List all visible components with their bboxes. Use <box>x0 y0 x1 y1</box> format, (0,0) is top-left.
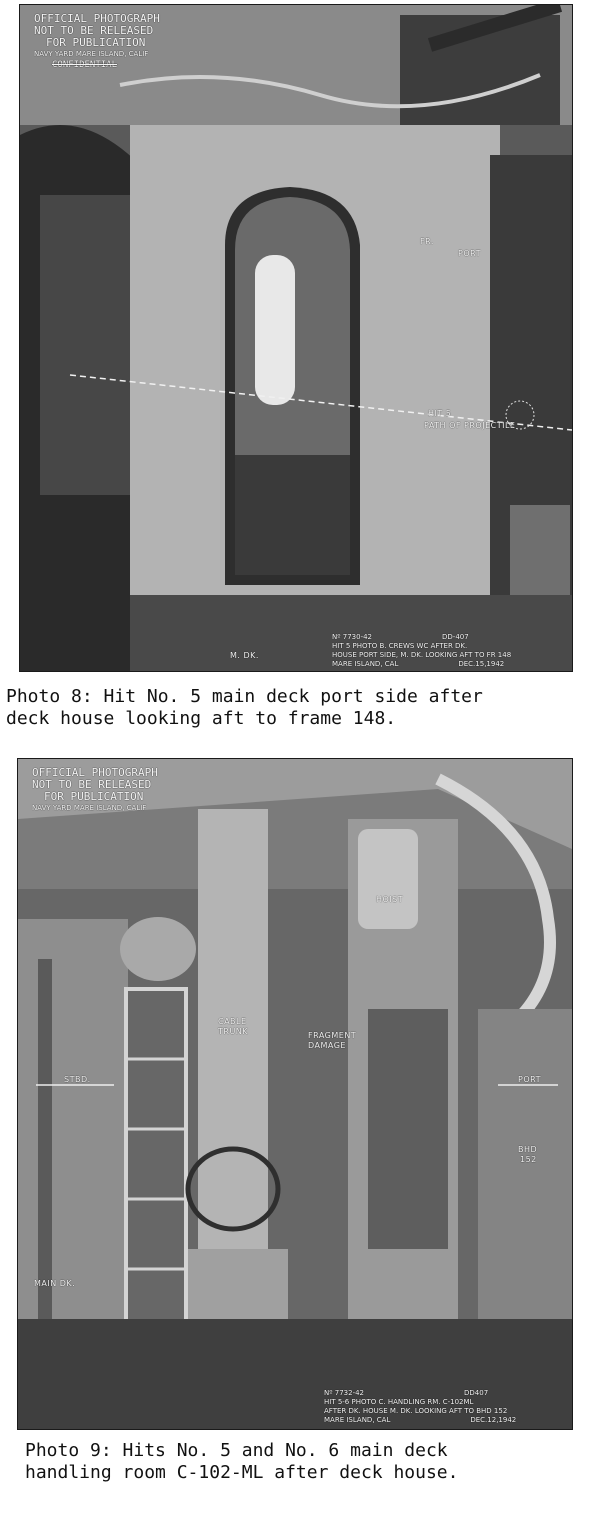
slate-line: HIT 5-6 PHOTO C. HANDLING RM. C-102ML <box>324 1398 474 1406</box>
slate-line: HOUSE PORT SIDE, M. DK. LOOKING AFT TO FR 148 <box>332 651 512 659</box>
official-photograph-stamp <box>32 767 158 813</box>
slate-date: DEC.12,1942 <box>470 1416 517 1424</box>
stamp-line: OFFICIAL PHOTOGRAPH <box>34 12 160 25</box>
stamp-line: OFFICIAL PHOTOGRAPH <box>32 766 158 779</box>
photo-8 <box>19 4 573 672</box>
frame-label: FR. <box>420 237 434 246</box>
main-deck-label: MAIN DK. <box>34 1279 76 1288</box>
slate-place: MARE ISLAND, CAL <box>324 1416 391 1424</box>
bhd-label: BHD <box>518 1145 538 1154</box>
cable-trunk-label: TRUNK <box>218 1027 249 1036</box>
slate-number: Nº 7730-42 <box>332 633 373 641</box>
photo-8-scene <box>20 5 572 671</box>
fragment-damage-label: FRAGMENT <box>308 1031 357 1040</box>
stamp-line: NOT TO BE RELEASED <box>34 24 154 37</box>
projectile-label: PATH OF PROJECTILE <box>424 421 516 430</box>
photo-slate <box>324 1389 516 1425</box>
stbd-label: STBD. <box>64 1075 91 1084</box>
photo-9 <box>17 758 573 1430</box>
hit-label: HIT 5 <box>428 409 452 418</box>
stamp-line: FOR PUBLICATION <box>46 36 146 49</box>
photo-8-caption <box>6 686 483 730</box>
slate-ship: DD-407 <box>442 633 469 641</box>
hoist-label: HOIST <box>376 895 404 904</box>
slate-ship: DD407 <box>464 1389 489 1397</box>
bhd-label: 152 <box>520 1155 537 1164</box>
slate-line: AFTER DK. HOUSE M. DK. LOOKING AFT TO BHD 152 <box>324 1407 508 1415</box>
photo-9-scene <box>18 759 572 1429</box>
stamp-line: NAVY YARD MARE ISLAND, CALIF <box>34 50 149 58</box>
caption-line: deck house looking aft to frame 148. <box>6 708 397 729</box>
slate-line: HIT 5 PHOTO B. CREWS WC AFTER DK. <box>332 642 468 650</box>
caption-line: Photo 9: Hits No. 5 and No. 6 main deck <box>25 1440 448 1461</box>
port-label: PORT <box>518 1075 541 1084</box>
port-label: PORT <box>458 249 481 258</box>
caption-line: handling room C-102-ML after deck house. <box>25 1462 459 1483</box>
slate-number: Nº 7732-42 <box>324 1389 365 1397</box>
deck-label: M. DK. <box>230 651 259 660</box>
stamp-line: NOT TO BE RELEASED <box>32 778 152 791</box>
slate-date: DEC.15,1942 <box>458 660 505 668</box>
fragment-damage-label: DAMAGE <box>308 1041 346 1050</box>
official-photograph-stamp <box>34 13 160 71</box>
slate-place: MARE ISLAND, CAL <box>332 660 399 668</box>
stamp-line: CONFIDENTIAL <box>52 60 118 70</box>
stamp-line: NAVY YARD MARE ISLAND, CALIF <box>32 804 147 812</box>
cable-trunk-label: CABLE <box>218 1017 247 1026</box>
photo-9-caption <box>25 1440 458 1484</box>
stamp-line: FOR PUBLICATION <box>44 790 144 803</box>
caption-line: Photo 8: Hit No. 5 main deck port side after <box>6 686 483 707</box>
photo-slate <box>332 633 511 669</box>
